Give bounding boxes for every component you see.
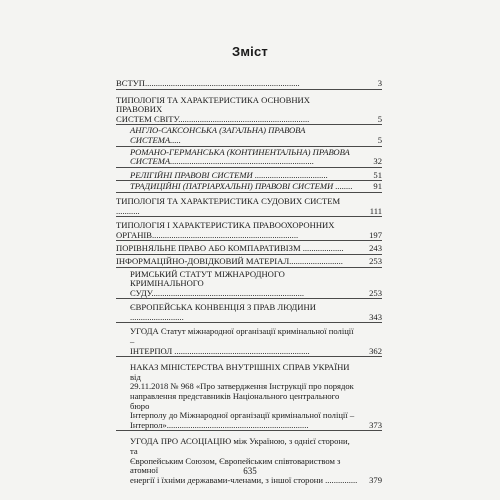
toc-entry: [116, 124, 382, 145]
toc-entry-title: ТРАДИЦІЙНІ (ПАТРІАРХАЛЬНІ) ПРАВОВІ СИСТЕМИ ........: [130, 181, 353, 192]
toc-entry: [116, 89, 382, 125]
toc-entry-title: УГОДА Статут міжнародної організації кримінальної поліції – ІНТЕРПОЛ ...............................................................: [130, 326, 354, 356]
toc-entry: [116, 240, 382, 254]
toc-entry: [116, 267, 382, 299]
toc-entry: [116, 79, 382, 89]
toc-entry: [116, 216, 382, 240]
toc-entry-page: 373: [369, 419, 382, 430]
toc-entry-title: РИМСЬКИЙ СТАТУТ МІЖНАРОДНОГО КРИМІНАЛЬНОГО СУДУ.......................................................................: [130, 268, 305, 298]
toc-entry: [116, 322, 382, 356]
toc-entry-page: 3: [377, 78, 382, 88]
toc-entry: [116, 356, 382, 430]
toc-entry: [116, 254, 382, 267]
toc-entry: [116, 180, 382, 192]
toc-entry-page: 91: [373, 181, 382, 192]
toc-entry-title: ТИПОЛОГІЯ ТА ХАРАКТЕРИСТИКА СУДОВИХ СИСТЕМ ...........: [116, 195, 341, 216]
toc-entry-page: 32: [373, 156, 382, 167]
toc-entry-title: РОМАНО-ГЕРМАНСЬКА (КОНТИНЕНТАЛЬНА) ПРАВОВА СИСТЕМА...................................................................: [130, 146, 350, 167]
toc-entry-page: 5: [377, 113, 382, 124]
toc-entry-title: ТИПОЛОГІЯ І ХАРАКТЕРИСТИКА ПРАВООХОРОННИХ ОРГАНІВ....................................................................: [116, 220, 335, 240]
toc-entry-title: АНГЛО-САКСОНСЬКА (ЗАГАЛЬНА) ПРАВОВА СИСТЕМА.....: [130, 125, 306, 145]
toc-entry-title: ЄВРОПЕЙСЬКА КОНВЕНЦІЯ З ПРАВ ЛЮДИНИ .........................: [130, 302, 316, 322]
toc-entry-page: 253: [369, 255, 382, 266]
toc-entry-title: РЕЛІГІЙНІ ПРАВОВІ СИСТЕМИ ..................................: [130, 169, 328, 180]
page-title: Зміст: [232, 44, 268, 59]
toc-entry-title: ІНФОРМАЦІЙНО-ДОВІДКОВИЙ МАТЕРІАЛ.........................: [116, 255, 343, 266]
toc-entry-page: 243: [369, 243, 382, 254]
toc-entry-title: ПОРІВНЯЛЬНЕ ПРАВО АБО КОМПАРАТИВІЗМ ...................: [116, 243, 344, 254]
toc-entry-page: 343: [369, 311, 382, 322]
toc-entry: [116, 298, 382, 322]
toc-entry-page: 111: [369, 205, 382, 216]
toc-entry: [116, 146, 382, 167]
toc-entry-page: 379: [369, 474, 382, 485]
table-of-contents: [116, 79, 382, 485]
toc-entry-page: 362: [369, 345, 382, 356]
toc-entry-page: 51: [373, 169, 382, 180]
page-number: 635: [243, 466, 257, 476]
toc-entry-title: ВСТУП........................................................................: [116, 78, 300, 88]
toc-entry-page: 5: [377, 134, 382, 145]
toc-entry: [116, 192, 382, 216]
toc-entry-title: УГОДА ПРО АСОЦІАЦІЮ між Україною, з однієї сторони, та Європейським Союзом, Європейським співтовариством з атомної енергії і їхніми державами-членами, з іншої сторони ...............: [130, 436, 358, 485]
toc-entry-title: НАКАЗ МІНІСТЕРСТВА ВНУТРІШНІХ СПРАВ УКРАЇНИ від 29.11.2018 № 968 «Про затвердження Інструкції про порядок направлення представників Національного центрального бюро Інтерполу до Міжнародної організації кримінальної поліції – Інтерпол»..................................................................: [130, 362, 355, 430]
toc-entry: [116, 167, 382, 181]
toc-entry-page: 197: [369, 229, 382, 240]
toc-entry: [116, 430, 382, 485]
toc-entry-title: ТИПОЛОГІЯ ТА ХАРАКТЕРИСТИКА ОСНОВНИХ ПРАВОВИХ СИСТЕМ СВІТУ.............................................................: [116, 94, 310, 124]
toc-entry-page: 253: [369, 287, 382, 298]
